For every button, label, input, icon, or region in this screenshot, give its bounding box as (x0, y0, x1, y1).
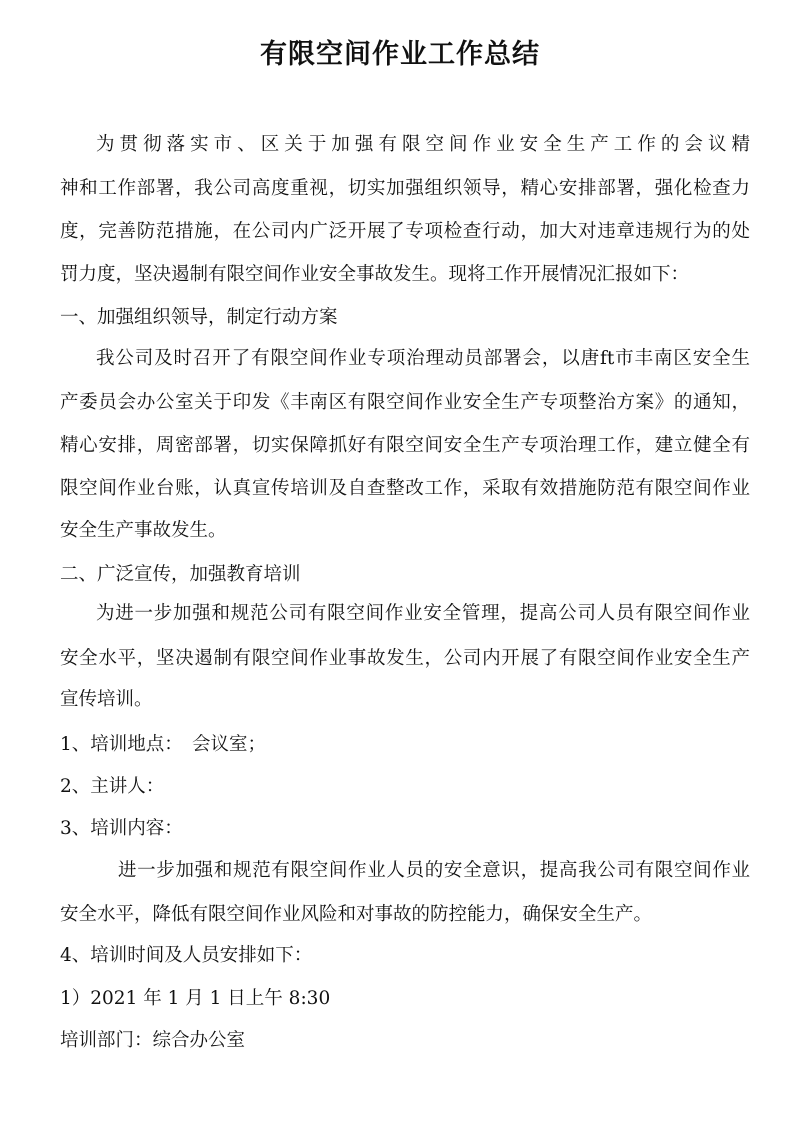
section2-line-2: 安全水平，坚决遏制有限空间作业事故发生，公司内开展了有限空间作业安全生产 (60, 648, 750, 669)
section1-heading: 一、加强组织领导，制定行动方案 (60, 307, 338, 328)
training-content-label: 3、培训内容： (60, 818, 183, 839)
intro-line-4: 罚力度，坚决遏制有限空间作业安全事故发生。现将工作开展情况汇报如下： (60, 264, 690, 285)
section1-line-5: 安全生产事故发生。 (60, 520, 227, 541)
training-schedule-time: 1）2021 年 1 月 1 日上午 8:30 (60, 988, 331, 1009)
training-location: 1、培训地点： 会议室； (60, 734, 267, 755)
intro-line-2: 神和工作部署，我公司高度重视，切实加强组织领导，精心安排部署，强化检查力 (60, 178, 750, 199)
training-schedule-label: 4、培训时间及人员安排如下： (60, 945, 313, 966)
section2-line-1: 为进一步加强和规范公司有限空间作业安全管理，提高公司人员有限空间作业 (96, 603, 750, 624)
section1-line-3: 精心安排，周密部署，切实保障抓好有限空间安全生产专项治理工作，建立健全有 (60, 435, 750, 456)
section1-line-1: 我公司及时召开了有限空间作业专项治理动员部署会，以唐ft市丰南区安全生 (96, 348, 750, 369)
training-content-line-1: 进一步加强和规范有限空间作业人员的安全意识，提高我公司有限空间作业 (118, 860, 750, 881)
intro-line-1: 为贯彻落实市、区关于加强有限空间作业安全生产工作的会议精 (96, 134, 750, 155)
training-content-line-2: 安全水平，降低有限空间作业风险和对事故的防控能力，确保安全生产。 (60, 904, 653, 925)
document-title: 有限空间作业工作总结 (260, 39, 540, 70)
section2-line-3: 宣传培训。 (60, 689, 153, 710)
training-department: 培训部门：综合办公室 (60, 1030, 246, 1051)
section2-heading: 二、广泛宣传，加强教育培训 (60, 564, 301, 585)
section1-line-2: 产委员会办公室关于印发《丰南区有限空间作业安全生产专项整治方案》的通知， (60, 392, 750, 413)
section1-line-4: 限空间作业台账，认真宣传培训及自查整改工作，采取有效措施防范有限空间作业 (60, 478, 750, 499)
intro-line-3: 度，完善防范措施，在公司内广泛开展了专项检查行动，加大对违章违规行为的处 (60, 221, 750, 242)
training-speaker: 2、主讲人： (60, 776, 165, 797)
